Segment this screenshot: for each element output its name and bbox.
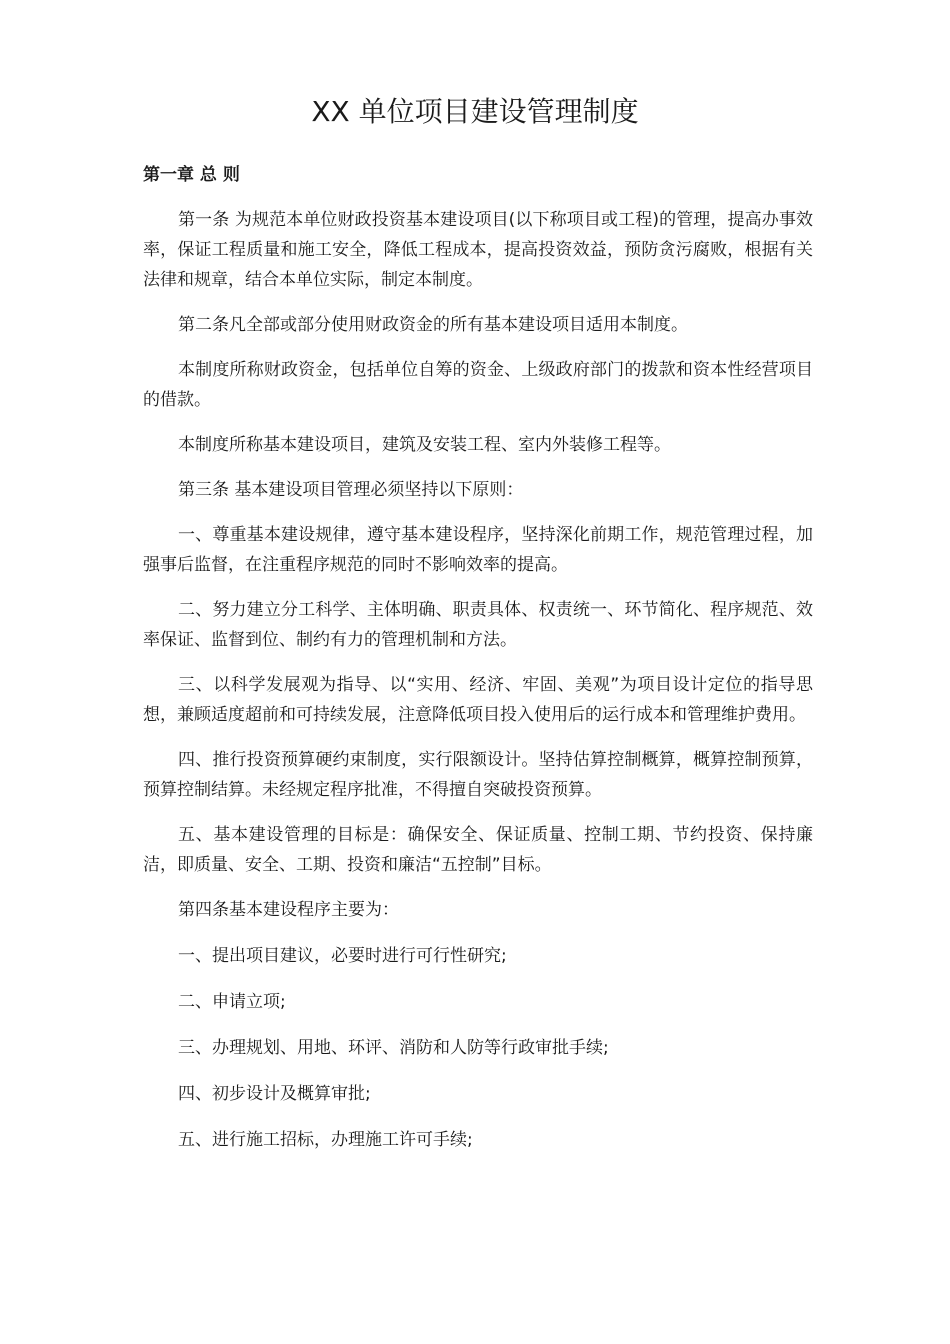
principle-4: 四、推行投资预算硬约束制度，实行限额设计。坚持估算控制概算，概算控制预算，预算控制结算。未经规定程序批准，不得擅自突破投资预算。 (143, 750, 813, 800)
financial-funds-definition: 本制度所称财政资金，包括单位自筹的资金、上级政府部门的拨款和资本性经营项目的借款。 (143, 360, 813, 410)
article-1-paragraph: 第一条 为规范本单位财政投资基本建设项目(以下称项目或工程)的管理，提高办事效率，保证工程质量和施工安全，降低工程成本，提高投资效益，预防贪污腐败，根据有关法律和规章，结合本单位实际，制定本制度。 (143, 210, 813, 290)
principle-1: 一、尊重基本建设规律，遵守基本建设程序，坚持深化前期工作，规范管理过程，加强事后监督，在注重程序规范的同时不影响效率的提高。 (143, 525, 813, 575)
procedure-step-3: 三、办理规划、用地、环评、消防和人防等行政审批手续; (178, 1038, 609, 1058)
construction-project-definition: 本制度所称基本建设项目，建筑及安装工程、室内外装修工程等。 (178, 435, 671, 455)
principle-2: 二、努力建立分工科学、主体明确、职责具体、权责统一、环节简化、程序规范、效率保证、监督到位、制约有力的管理机制和方法。 (143, 600, 813, 650)
document-body (143, 160, 813, 1171)
procedure-step-2: 二、申请立项; (178, 992, 286, 1012)
article-4-paragraph: 第四条基本建设程序主要为： (178, 900, 399, 920)
procedure-step-4: 四、初步设计及概算审批; (178, 1084, 371, 1104)
principle-3: 三、以科学发展观为指导、以“实用、经济、牢固、美观”为项目设计定位的指导思想，兼顾适度超前和可持续发展，注意降低项目投入使用后的运行成本和管理维护费用。 (143, 675, 813, 725)
article-3-paragraph: 第三条 基本建设项目管理必须坚持以下原则： (178, 480, 524, 500)
procedure-step-1: 一、提出项目建议，必要时进行可行性研究; (178, 946, 507, 966)
procedure-step-5: 五、进行施工招标，办理施工许可手续; (178, 1130, 473, 1150)
chapter-heading: 第一章 总 则 (143, 165, 240, 185)
document-title: XX 单位项目建设管理制度 (311, 95, 639, 128)
article-2-paragraph: 第二条凡全部或部分使用财政资金的所有基本建设项目适用本制度。 (178, 315, 688, 335)
principle-5: 五、基本建设管理的目标是：确保安全、保证质量、控制工期、节约投资、保持廉洁，即质量、安全、工期、投资和廉洁“五控制”目标。 (143, 825, 813, 875)
